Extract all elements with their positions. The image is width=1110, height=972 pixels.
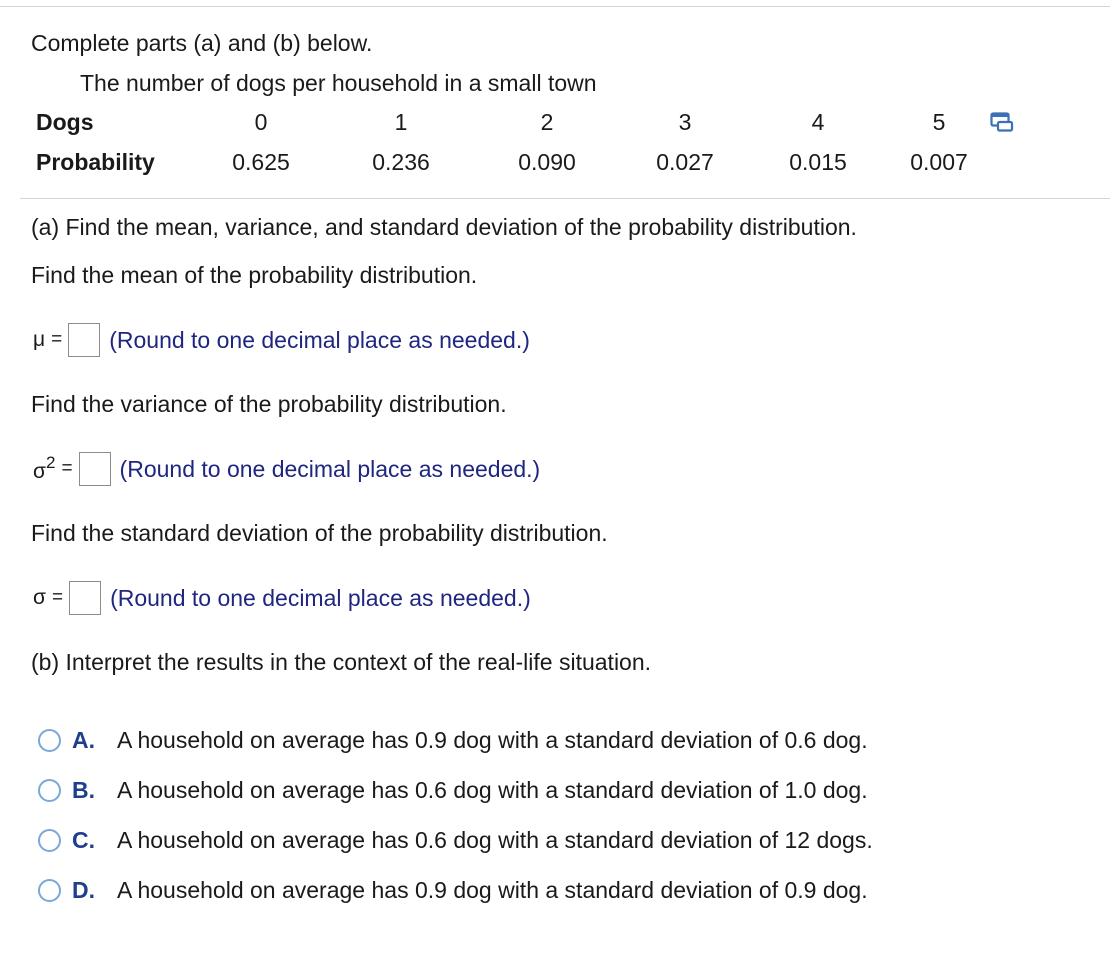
instructions: Complete parts (a) and (b) below. xyxy=(31,30,373,56)
squared-exponent: 2 xyxy=(45,452,56,472)
option-letter: D. xyxy=(72,876,95,903)
dogs-cell: 5 xyxy=(932,108,946,135)
mean-answer-row xyxy=(33,322,530,358)
part-b-question: (b) Interpret the results in the context of the real-life situation. xyxy=(31,649,652,675)
equals-sign: = xyxy=(51,329,63,350)
probability-cell: 0.007 xyxy=(910,148,968,175)
sigma-symbol: σ xyxy=(33,586,46,609)
mu-symbol: μ xyxy=(33,328,46,351)
probability-cell: 0.027 xyxy=(656,148,714,175)
rounding-hint: (Round to one decimal place as needed.) xyxy=(110,584,531,611)
option-text: A household on average has 0.6 dog with a standard deviation of 12 dogs. xyxy=(117,826,873,853)
radio-button[interactable] xyxy=(38,829,61,852)
option-letter: B. xyxy=(72,776,95,803)
radio-button[interactable] xyxy=(38,779,61,802)
rounding-hint: (Round to one decimal place as needed.) xyxy=(119,455,541,482)
dogs-cell: 1 xyxy=(394,108,408,135)
rounding-hint: (Round to one decimal place as needed.) xyxy=(109,326,530,353)
option-letter: A. xyxy=(72,726,95,753)
mean-prompt: Find the mean of the probability distribution. xyxy=(31,262,478,288)
dogs-cell: 2 xyxy=(540,108,554,135)
std-dev-answer-row xyxy=(33,580,531,616)
probability-cell: 0.236 xyxy=(372,148,430,175)
section-divider xyxy=(20,198,1110,199)
part-a-question: (a) Find the mean, variance, and standard deviation of the probability distribution. xyxy=(31,214,857,240)
probability-cell: 0.625 xyxy=(232,148,290,175)
option-text: A household on average has 0.9 dog with a standard deviation of 0.9 dog. xyxy=(117,876,868,903)
probability-row-label: Probability xyxy=(36,148,155,175)
probability-row xyxy=(20,142,1006,182)
variance-input[interactable] xyxy=(79,452,111,486)
dogs-row-label: Dogs xyxy=(36,108,94,135)
top-divider xyxy=(0,6,1110,7)
radio-button[interactable] xyxy=(38,729,61,752)
option-c[interactable] xyxy=(38,823,873,857)
probability-cell: 0.015 xyxy=(789,148,847,175)
equals-sign: = xyxy=(51,587,64,608)
sigma-squared-symbol xyxy=(33,452,56,484)
option-text: A household on average has 0.6 dog with a standard deviation of 1.0 dog. xyxy=(117,776,868,803)
std-dev-input[interactable] xyxy=(69,581,101,615)
table-title: The number of dogs per household in a small town xyxy=(80,70,597,96)
variance-prompt: Find the variance of the probability distribution. xyxy=(31,391,507,417)
probability-cell: 0.090 xyxy=(518,148,576,175)
std-dev-prompt: Find the standard deviation of the probability distribution. xyxy=(31,520,608,546)
mean-input[interactable] xyxy=(68,323,100,357)
option-a[interactable] xyxy=(38,723,868,757)
radio-button[interactable] xyxy=(38,879,61,902)
option-d[interactable] xyxy=(38,873,868,907)
copy-table-icon[interactable] xyxy=(990,112,1014,132)
option-letter: C. xyxy=(72,826,95,853)
dogs-row xyxy=(20,102,1006,142)
probability-distribution-table xyxy=(20,102,1006,182)
dogs-cell: 3 xyxy=(678,108,692,135)
option-text: A household on average has 0.9 dog with a standard deviation of 0.6 dog. xyxy=(117,726,868,753)
dogs-cell: 0 xyxy=(254,108,268,135)
equals-sign: = xyxy=(61,458,73,479)
option-b[interactable] xyxy=(38,773,868,807)
sigma-symbol: σ xyxy=(33,459,46,483)
dogs-cell: 4 xyxy=(811,108,825,135)
variance-answer-row xyxy=(33,451,540,487)
